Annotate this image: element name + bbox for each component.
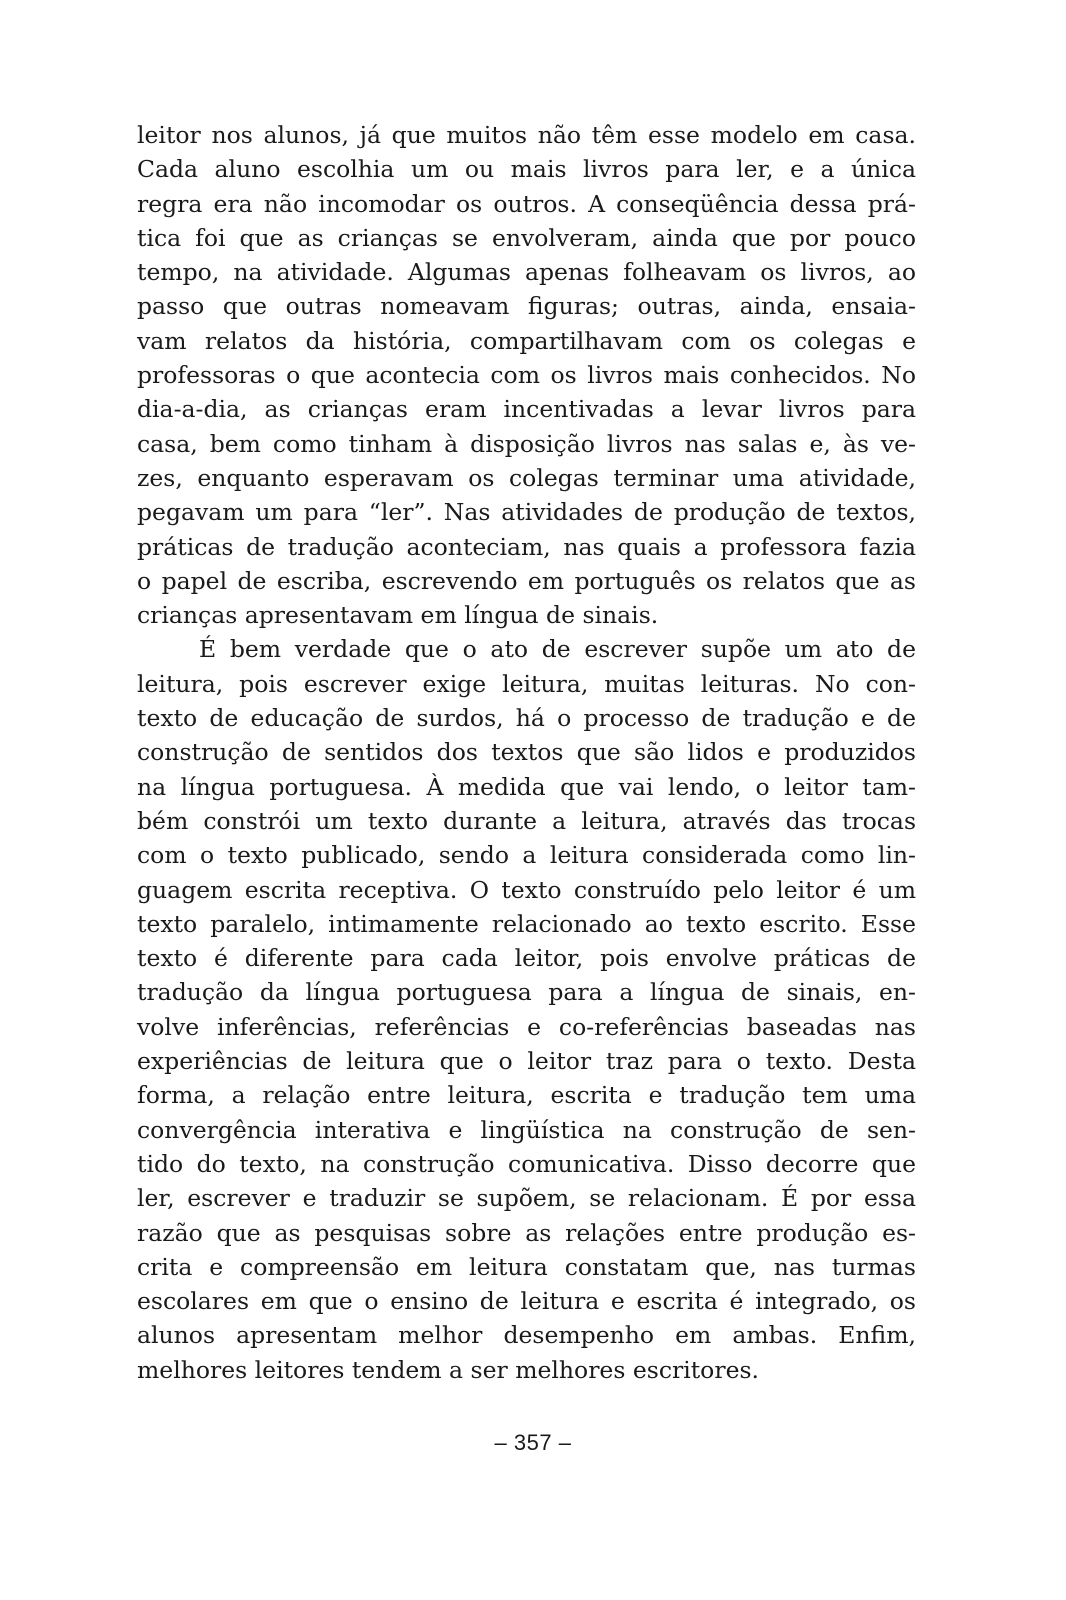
text-line: escolares em que o ensino de leitura e escrita é integrado, os [137, 1287, 916, 1316]
text-line: com o texto publicado, sendo a leitura considerada como lin- [137, 841, 916, 870]
text-line: na língua portuguesa. À medida que vai lendo, o leitor tam- [137, 772, 916, 801]
text-line: passo que outras nomeavam figuras; outras, ainda, ensaia- [137, 292, 916, 321]
text-line: texto paralelo, intimamente relacionado ao texto escrito. Esse [137, 909, 916, 938]
text-line: melhores leitores tendem a ser melhores escritores. [137, 1355, 760, 1384]
text-line: vam relatos da história, compartilhavam com os colegas e [137, 326, 916, 355]
text-line: volve inferências, referências e co-referências baseadas nas [137, 1012, 916, 1041]
text-line: convergência interativa e lingüística na construção de sen- [137, 1115, 916, 1144]
paragraph [137, 632, 916, 1387]
text-line: crita e compreensão em leitura constatam que, nas turmas [137, 1252, 916, 1281]
text-line: dia-a-dia, as crianças eram incentivadas a levar livros para [137, 395, 916, 424]
text-line: bém constrói um texto durante a leitura, através das trocas [137, 806, 916, 835]
text-line: construção de sentidos dos textos que são lidos e produzidos [137, 738, 916, 767]
text-line: Cada aluno escolhia um ou mais livros para ler, e a única [137, 155, 916, 184]
text-line: experiências de leitura que o leitor traz para o texto. Desta [137, 1047, 916, 1076]
text-line: É bem verdade que o ato de escrever supõe um ato de [199, 635, 916, 664]
text-line: regra era não incomodar os outros. A conseqüência dessa prá- [137, 189, 916, 218]
text-line: alunos apresentam melhor desempenho em ambas. Enfim, [137, 1321, 916, 1350]
text-line: práticas de tradução aconteciam, nas quais a professora fazia [137, 532, 916, 561]
text-line: forma, a relação entre leitura, escrita e tradução tem uma [137, 1081, 916, 1110]
body-text [137, 118, 916, 1387]
text-line: texto é diferente para cada leitor, pois envolve práticas de [137, 944, 916, 973]
text-line: ler, escrever e traduzir se supõem, se relacionam. É por essa [137, 1184, 916, 1213]
page-number: – 357 – [494, 1430, 572, 1455]
text-line: zes, enquanto esperavam os colegas terminar uma atividade, [137, 463, 916, 492]
text-line: o papel de escriba, escrevendo em português os relatos que as [137, 566, 916, 595]
text-line: tempo, na atividade. Algumas apenas folheavam os livros, ao [137, 258, 916, 287]
text-line: razão que as pesquisas sobre as relações entre produção es- [137, 1218, 916, 1247]
paragraph [137, 118, 916, 632]
text-line: guagem escrita receptiva. O texto construído pelo leitor é um [137, 875, 916, 904]
text-line: professoras o que acontecia com os livros mais conhecidos. No [137, 361, 916, 390]
text-line: pegavam um para “ler”. Nas atividades de produção de textos, [137, 498, 916, 527]
text-line: leitura, pois escrever exige leitura, muitas leituras. No con- [137, 669, 916, 698]
text-line: tradução da língua portuguesa para a língua de sinais, en- [137, 978, 916, 1007]
text-line: leitor nos alunos, já que muitos não têm esse modelo em casa. [137, 121, 916, 149]
text-line: tido do texto, na construção comunicativa. Disso decorre que [137, 1149, 916, 1178]
text-line: casa, bem como tinham à disposição livros nas salas e, às ve- [137, 429, 916, 458]
text-line: tica foi que as crianças se envolveram, ainda que por pouco [137, 223, 916, 252]
text-line: texto de educação de surdos, há o processo de tradução e de [137, 704, 916, 733]
text-line: crianças apresentavam em língua de sinais. [137, 601, 659, 630]
